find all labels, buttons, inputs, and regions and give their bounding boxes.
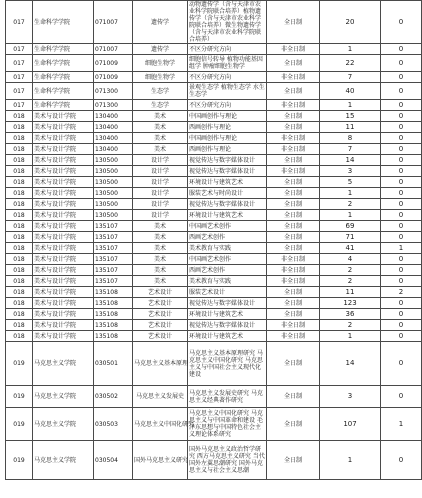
school-code-cell: 017 <box>6 55 33 72</box>
major-name-cell: 美术 <box>133 265 188 276</box>
major-name-cell: 国外马克思主义研究 <box>133 441 188 480</box>
school-name-cell: 生命科学学院 <box>33 55 94 72</box>
school-code-cell: 019 <box>6 386 33 408</box>
study-mode-cell: 全日制 <box>267 386 320 408</box>
table-row <box>6 320 422 331</box>
major-name-cell: 艺术设计 <box>133 320 188 331</box>
school-code-cell: 018 <box>6 221 33 232</box>
extra-count-cell: 0 <box>381 188 422 199</box>
study-mode-cell: 非全日制 <box>267 331 320 342</box>
school-name-cell: 马克思主义学院 <box>33 342 94 386</box>
extra-count-cell: 0 <box>381 342 422 386</box>
school-code-cell: 018 <box>6 188 33 199</box>
research-direction-cell: 不区分研究方向 <box>188 100 267 111</box>
major-name-cell: 美术 <box>133 144 188 155</box>
major-name-cell: 艺术设计 <box>133 298 188 309</box>
table-row <box>6 287 422 298</box>
school-code-cell: 017 <box>6 1 33 44</box>
extra-count-cell: 0 <box>381 320 422 331</box>
extra-count-cell: 0 <box>381 232 422 243</box>
major-name-cell: 遗传学 <box>133 44 188 55</box>
research-direction-cell: 环境设计与建筑艺术 <box>188 309 267 320</box>
major-code-cell: 130500 <box>94 166 133 177</box>
study-mode-cell: 全日制 <box>267 122 320 133</box>
major-code-cell: 071300 <box>94 100 133 111</box>
table-row <box>6 83 422 100</box>
major-code-cell: 135107 <box>94 265 133 276</box>
study-mode-cell: 全日制 <box>267 243 320 254</box>
extra-count-cell: 0 <box>381 155 422 166</box>
extra-count-cell: 0 <box>381 265 422 276</box>
major-name-cell: 美术 <box>133 243 188 254</box>
table-row <box>6 72 422 83</box>
plan-count-cell: 14 <box>320 342 381 386</box>
extra-count-cell: 2 <box>381 287 422 298</box>
research-direction-cell: 视觉传达与数字媒体设计 <box>188 166 267 177</box>
plan-count-cell: 5 <box>320 177 381 188</box>
major-name-cell: 设计学 <box>133 188 188 199</box>
research-direction-cell: 中国画艺术创作 <box>188 221 267 232</box>
research-direction-cell: 西画创作与理论 <box>188 122 267 133</box>
research-direction-cell: 美术教育与实践 <box>188 276 267 287</box>
study-mode-cell: 非全日制 <box>267 254 320 265</box>
plan-count-cell: 40 <box>320 83 381 100</box>
study-mode-cell: 非全日制 <box>267 320 320 331</box>
major-name-cell: 美术 <box>133 232 188 243</box>
table-row <box>6 144 422 155</box>
major-code-cell: 130400 <box>94 133 133 144</box>
school-code-cell: 017 <box>6 44 33 55</box>
research-direction-cell: 马克思主义基本原理研究 马克思主义中国化研究 马克思主义与中国社会主义现代化建设 <box>188 342 267 386</box>
enrollment-table <box>5 0 422 480</box>
research-direction-cell: 环境设计与建筑艺术 <box>188 331 267 342</box>
table-body <box>6 1 422 480</box>
extra-count-cell: 0 <box>381 44 422 55</box>
research-direction-cell: 国外马克思主义政治哲学研究 西方马克思主义研究 当代国外左翼思潮研究 国外马克思主义与社会主义思潮 <box>188 441 267 480</box>
table-row <box>6 408 422 441</box>
major-code-cell: 071300 <box>94 83 133 100</box>
extra-count-cell: 0 <box>381 298 422 309</box>
plan-count-cell: 7 <box>320 144 381 155</box>
study-mode-cell: 全日制 <box>267 342 320 386</box>
school-code-cell: 017 <box>6 72 33 83</box>
extra-count-cell: 0 <box>381 100 422 111</box>
table-row <box>6 199 422 210</box>
school-name-cell: 美术与设计学院 <box>33 232 94 243</box>
major-name-cell: 生态学 <box>133 100 188 111</box>
plan-count-cell: 2 <box>320 320 381 331</box>
table-row <box>6 1 422 44</box>
extra-count-cell: 0 <box>381 386 422 408</box>
research-direction-cell: 西画艺术创作 <box>188 265 267 276</box>
study-mode-cell: 全日制 <box>267 55 320 72</box>
school-name-cell: 美术与设计学院 <box>33 122 94 133</box>
school-name-cell: 生命科学学院 <box>33 44 94 55</box>
school-name-cell: 美术与设计学院 <box>33 188 94 199</box>
school-code-cell: 018 <box>6 144 33 155</box>
school-name-cell: 美术与设计学院 <box>33 254 94 265</box>
school-name-cell: 美术与设计学院 <box>33 265 94 276</box>
school-name-cell: 生命科学学院 <box>33 100 94 111</box>
school-name-cell: 马克思主义学院 <box>33 441 94 480</box>
study-mode-cell: 全日制 <box>267 188 320 199</box>
table-row <box>6 44 422 55</box>
study-mode-cell: 非全日制 <box>267 100 320 111</box>
school-code-cell: 018 <box>6 298 33 309</box>
table-row <box>6 441 422 480</box>
plan-count-cell: 3 <box>320 386 381 408</box>
school-code-cell: 018 <box>6 265 33 276</box>
research-direction-cell: 不区分研究方向 <box>188 72 267 83</box>
school-name-cell: 美术与设计学院 <box>33 243 94 254</box>
research-direction-cell: 动物遗传学（含与天津市农业科学院联合培养）植物遗传学（含与天津市农业科学院联合培养）微生物遗传学（含与天津市农业科学院联合培养） <box>188 1 267 44</box>
major-code-cell: 071007 <box>94 1 133 44</box>
table-row <box>6 298 422 309</box>
research-direction-cell: 环境设计与建筑艺术 <box>188 210 267 221</box>
major-code-cell: 130500 <box>94 199 133 210</box>
major-code-cell: 135107 <box>94 254 133 265</box>
school-name-cell: 马克思主义学院 <box>33 408 94 441</box>
study-mode-cell: 全日制 <box>267 199 320 210</box>
extra-count-cell: 0 <box>381 72 422 83</box>
major-code-cell: 135108 <box>94 331 133 342</box>
plan-count-cell: 69 <box>320 221 381 232</box>
major-name-cell: 美术 <box>133 276 188 287</box>
school-code-cell: 018 <box>6 331 33 342</box>
plan-count-cell: 1 <box>320 188 381 199</box>
major-code-cell: 071009 <box>94 55 133 72</box>
plan-count-cell: 11 <box>320 287 381 298</box>
extra-count-cell: 0 <box>381 144 422 155</box>
extra-count-cell: 0 <box>381 177 422 188</box>
major-code-cell: 135107 <box>94 221 133 232</box>
school-name-cell: 美术与设计学院 <box>33 331 94 342</box>
school-code-cell: 018 <box>6 199 33 210</box>
research-direction-cell: 西画创作与理论 <box>188 144 267 155</box>
research-direction-cell: 马克思主义中国化研究 马克思主义与中国革命和建设 毛泽东思想与中国特色社会主义理论体系研究 <box>188 408 267 441</box>
major-code-cell: 135107 <box>94 243 133 254</box>
extra-count-cell: 0 <box>381 276 422 287</box>
extra-count-cell: 0 <box>381 221 422 232</box>
extra-count-cell: 0 <box>381 1 422 44</box>
research-direction-cell: 视觉传达与数字媒体设计 <box>188 155 267 166</box>
school-name-cell: 美术与设计学院 <box>33 320 94 331</box>
research-direction-cell: 视觉传达与数字媒体设计 <box>188 320 267 331</box>
major-code-cell: 130400 <box>94 111 133 122</box>
plan-count-cell: 11 <box>320 122 381 133</box>
study-mode-cell: 全日制 <box>267 287 320 298</box>
research-direction-cell: 服装艺术与时尚设计 <box>188 188 267 199</box>
major-code-cell: 135108 <box>94 287 133 298</box>
extra-count-cell: 0 <box>381 122 422 133</box>
table-row <box>6 210 422 221</box>
major-name-cell: 美术 <box>133 122 188 133</box>
study-mode-cell: 非全日制 <box>267 133 320 144</box>
school-name-cell: 美术与设计学院 <box>33 155 94 166</box>
table-row <box>6 254 422 265</box>
study-mode-cell: 非全日制 <box>267 265 320 276</box>
extra-count-cell: 0 <box>381 331 422 342</box>
major-name-cell: 马克思主义中国化研究 <box>133 408 188 441</box>
school-code-cell: 018 <box>6 309 33 320</box>
research-direction-cell: 中国画创作与理论 <box>188 111 267 122</box>
major-code-cell: 130500 <box>94 210 133 221</box>
table-row <box>6 155 422 166</box>
major-name-cell: 细胞生物学 <box>133 72 188 83</box>
plan-count-cell: 2 <box>320 265 381 276</box>
extra-count-cell: 0 <box>381 254 422 265</box>
major-name-cell: 生态学 <box>133 83 188 100</box>
research-direction-cell: 服装艺术设计 <box>188 287 267 298</box>
plan-count-cell: 2 <box>320 199 381 210</box>
research-direction-cell: 马克思主义发展史研究 马克思主义经典著作研究 <box>188 386 267 408</box>
research-direction-cell: 细胞信号转导 植物功能基因组学 肿瘤细胞生物学 <box>188 55 267 72</box>
major-name-cell: 美术 <box>133 221 188 232</box>
school-code-cell: 018 <box>6 210 33 221</box>
school-name-cell: 美术与设计学院 <box>33 287 94 298</box>
table-row <box>6 166 422 177</box>
study-mode-cell: 全日制 <box>267 309 320 320</box>
plan-count-cell: 8 <box>320 133 381 144</box>
study-mode-cell: 非全日制 <box>267 44 320 55</box>
school-code-cell: 018 <box>6 320 33 331</box>
table-row <box>6 232 422 243</box>
major-code-cell: 071007 <box>94 44 133 55</box>
study-mode-cell: 全日制 <box>267 83 320 100</box>
school-name-cell: 美术与设计学院 <box>33 111 94 122</box>
major-code-cell: 135107 <box>94 232 133 243</box>
school-name-cell: 美术与设计学院 <box>33 166 94 177</box>
research-direction-cell: 西画艺术创作 <box>188 232 267 243</box>
major-code-cell: 030502 <box>94 386 133 408</box>
major-name-cell: 设计学 <box>133 177 188 188</box>
research-direction-cell: 中国画创作与理论 <box>188 133 267 144</box>
school-code-cell: 018 <box>6 122 33 133</box>
major-code-cell: 030504 <box>94 441 133 480</box>
plan-count-cell: 15 <box>320 111 381 122</box>
school-name-cell: 美术与设计学院 <box>33 144 94 155</box>
research-direction-cell: 中国画艺术创作 <box>188 254 267 265</box>
school-code-cell: 018 <box>6 276 33 287</box>
extra-count-cell: 1 <box>381 408 422 441</box>
study-mode-cell: 全日制 <box>267 232 320 243</box>
major-code-cell: 135108 <box>94 320 133 331</box>
study-mode-cell: 全日制 <box>267 177 320 188</box>
school-code-cell: 018 <box>6 254 33 265</box>
plan-count-cell: 20 <box>320 1 381 44</box>
study-mode-cell: 全日制 <box>267 210 320 221</box>
plan-count-cell: 7 <box>320 72 381 83</box>
school-name-cell: 美术与设计学院 <box>33 298 94 309</box>
extra-count-cell: 0 <box>381 55 422 72</box>
plan-count-cell: 14 <box>320 155 381 166</box>
table-row <box>6 276 422 287</box>
school-code-cell: 018 <box>6 133 33 144</box>
school-code-cell: 017 <box>6 83 33 100</box>
research-direction-cell: 视觉传达与数字媒体设计 <box>188 199 267 210</box>
table-row <box>6 243 422 254</box>
plan-count-cell: 3 <box>320 166 381 177</box>
school-code-cell: 018 <box>6 232 33 243</box>
major-name-cell: 艺术设计 <box>133 309 188 320</box>
school-code-cell: 019 <box>6 342 33 386</box>
extra-count-cell: 1 <box>381 243 422 254</box>
extra-count-cell: 0 <box>381 83 422 100</box>
table-row <box>6 133 422 144</box>
major-name-cell: 美术 <box>133 111 188 122</box>
plan-count-cell: 1 <box>320 210 381 221</box>
study-mode-cell: 全日制 <box>267 1 320 44</box>
plan-count-cell: 2 <box>320 276 381 287</box>
table-row <box>6 122 422 133</box>
extra-count-cell: 0 <box>381 166 422 177</box>
plan-count-cell: 71 <box>320 232 381 243</box>
school-name-cell: 生命科学学院 <box>33 83 94 100</box>
extra-count-cell: 0 <box>381 133 422 144</box>
school-name-cell: 美术与设计学院 <box>33 276 94 287</box>
school-name-cell: 马克思主义学院 <box>33 386 94 408</box>
table-row <box>6 177 422 188</box>
major-code-cell: 130500 <box>94 155 133 166</box>
extra-count-cell: 0 <box>381 199 422 210</box>
study-mode-cell: 全日制 <box>267 441 320 480</box>
extra-count-cell: 0 <box>381 309 422 320</box>
table-row <box>6 100 422 111</box>
plan-count-cell: 4 <box>320 254 381 265</box>
study-mode-cell: 非全日制 <box>267 144 320 155</box>
study-mode-cell: 全日制 <box>267 298 320 309</box>
major-name-cell: 设计学 <box>133 210 188 221</box>
major-name-cell: 马克思主义基本原理 <box>133 342 188 386</box>
major-code-cell: 030501 <box>94 342 133 386</box>
study-mode-cell: 非全日制 <box>267 166 320 177</box>
major-code-cell: 071009 <box>94 72 133 83</box>
school-code-cell: 017 <box>6 100 33 111</box>
major-name-cell: 设计学 <box>133 166 188 177</box>
school-code-cell: 018 <box>6 111 33 122</box>
major-code-cell: 130500 <box>94 177 133 188</box>
school-name-cell: 美术与设计学院 <box>33 177 94 188</box>
table-row <box>6 55 422 72</box>
school-code-cell: 019 <box>6 408 33 441</box>
school-name-cell: 生命科学学院 <box>33 72 94 83</box>
major-code-cell: 130400 <box>94 122 133 133</box>
major-code-cell: 135107 <box>94 276 133 287</box>
school-code-cell: 018 <box>6 166 33 177</box>
school-code-cell: 018 <box>6 287 33 298</box>
table-row <box>6 111 422 122</box>
plan-count-cell: 1 <box>320 441 381 480</box>
school-name-cell: 美术与设计学院 <box>33 309 94 320</box>
major-name-cell: 美术 <box>133 133 188 144</box>
research-direction-cell: 景观生态学 植物生态学 水生生态学 <box>189 84 265 98</box>
extra-count-cell: 0 <box>381 441 422 480</box>
study-mode-cell: 全日制 <box>267 408 320 441</box>
study-mode-cell: 非全日制 <box>267 72 320 83</box>
school-name-cell: 生命科学学院 <box>33 1 94 44</box>
plan-count-cell: 41 <box>320 243 381 254</box>
school-name-cell: 美术与设计学院 <box>33 133 94 144</box>
extra-count-cell: 0 <box>381 111 422 122</box>
major-name-cell: 艺术设计 <box>133 287 188 298</box>
school-name-cell: 美术与设计学院 <box>33 210 94 221</box>
school-name-cell: 美术与设计学院 <box>33 221 94 232</box>
study-mode-cell: 非全日制 <box>267 276 320 287</box>
school-name-cell: 美术与设计学院 <box>33 199 94 210</box>
study-mode-cell: 全日制 <box>267 155 320 166</box>
plan-count-cell: 107 <box>320 408 381 441</box>
major-name-cell: 细胞生物学 <box>133 55 188 72</box>
plan-count-cell: 1 <box>320 44 381 55</box>
major-name-cell: 马克思主义发展史 <box>133 386 188 408</box>
major-code-cell: 030503 <box>94 408 133 441</box>
table-row <box>6 386 422 408</box>
plan-count-cell: 123 <box>320 298 381 309</box>
research-direction-cell: 视觉传达与数字媒体设计 <box>188 298 267 309</box>
plan-count-cell: 22 <box>320 55 381 72</box>
major-name-cell: 遗传学 <box>133 1 188 44</box>
major-code-cell: 130400 <box>94 144 133 155</box>
major-code-cell: 135108 <box>94 298 133 309</box>
research-direction-cell: 不区分研究方向 <box>188 44 267 55</box>
study-mode-cell: 全日制 <box>267 221 320 232</box>
school-code-cell: 018 <box>6 177 33 188</box>
plan-count-cell: 36 <box>320 309 381 320</box>
table-row <box>6 331 422 342</box>
extra-count-cell: 0 <box>381 210 422 221</box>
school-code-cell: 018 <box>6 243 33 254</box>
research-direction-cell: 美术教育与实践 <box>188 243 267 254</box>
plan-count-cell: 1 <box>320 331 381 342</box>
table-row <box>6 265 422 276</box>
research-direction-cell: 环境设计与建筑艺术 <box>188 177 267 188</box>
plan-count-cell: 1 <box>320 100 381 111</box>
major-name-cell: 艺术设计 <box>133 331 188 342</box>
table-row <box>6 342 422 386</box>
school-code-cell: 019 <box>6 441 33 480</box>
major-name-cell: 美术 <box>133 254 188 265</box>
major-name-cell: 设计学 <box>133 155 188 166</box>
major-name-cell: 设计学 <box>133 199 188 210</box>
table-row <box>6 221 422 232</box>
school-code-cell: 018 <box>6 155 33 166</box>
major-code-cell: 135108 <box>94 309 133 320</box>
table-row <box>6 309 422 320</box>
major-code-cell: 130500 <box>94 188 133 199</box>
study-mode-cell: 全日制 <box>267 111 320 122</box>
table-row <box>6 188 422 199</box>
